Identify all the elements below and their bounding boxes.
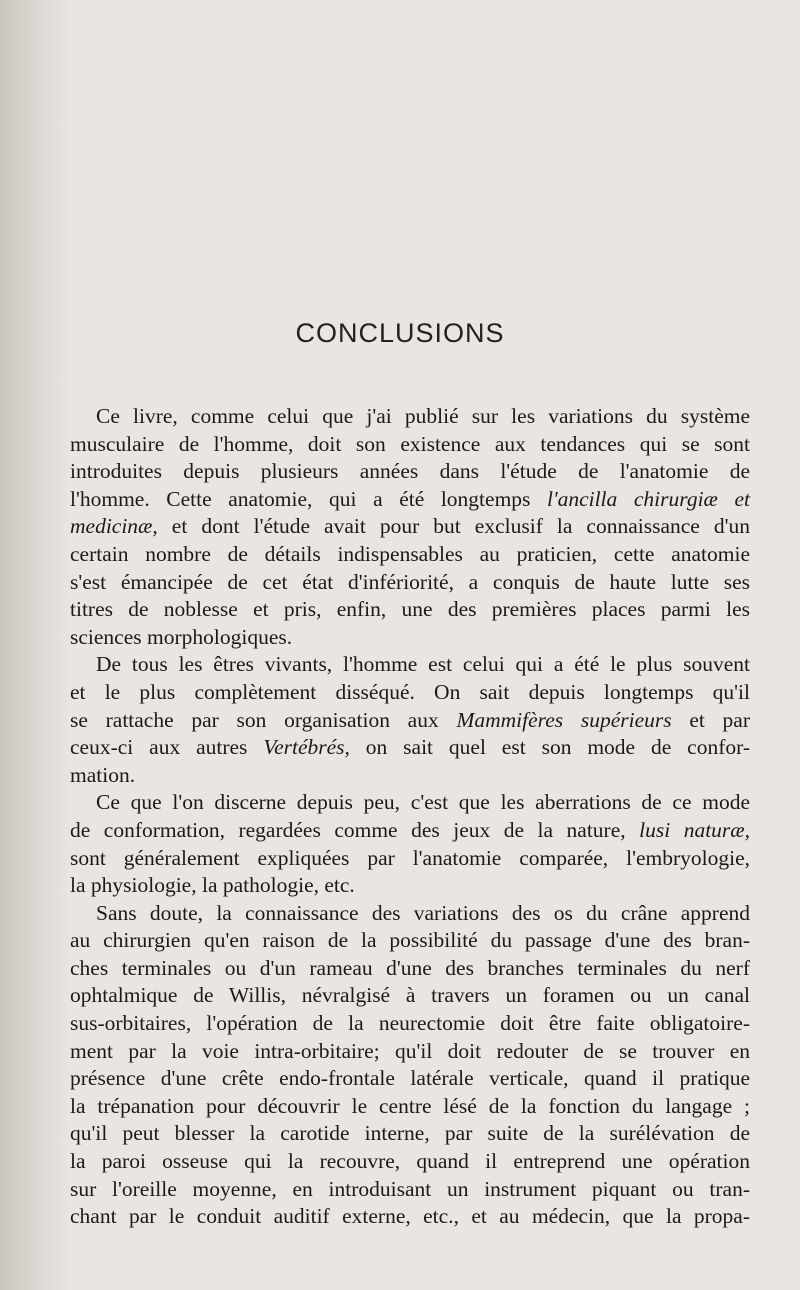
text-segment: chant par le conduit auditif externe, etc., et au médecin, que la propa- (70, 1204, 750, 1229)
chapter-heading: CONCLUSIONS (295, 318, 505, 348)
text-segment: De tous les êtres vivants, l'homme est celui qui a été le plus souvent (96, 652, 750, 677)
text-line (70, 541, 750, 569)
text-line (70, 679, 750, 707)
text-segment: certain nombre de détails indispensables au praticien, cette anatomie (70, 541, 750, 566)
text-segment: la paroi osseuse qui la recouvre, quand il entreprend une opération (70, 1149, 750, 1174)
text-line (70, 403, 750, 431)
italic-text: l'ancilla chirurgiæ et (547, 486, 750, 511)
text-line (70, 1176, 750, 1204)
text-segment: Ce que l'on discerne depuis peu, c'est que les aberrations de ce mode (96, 790, 750, 815)
text-line (70, 513, 750, 541)
text-segment: l'homme. Cette anatomie, qui a été longtemps (70, 486, 547, 511)
text-segment: qu'il peut blesser la carotide interne, par suite de la surélévation de (70, 1121, 750, 1146)
italic-text: Mammifères supérieurs (456, 707, 672, 732)
text-line (70, 1065, 750, 1093)
text-line (70, 707, 750, 735)
text-line (70, 431, 750, 459)
text-segment: sus-orbitaires, l'opération de la neurectomie doit être faite obligatoire- (70, 1011, 750, 1036)
text-line (70, 955, 750, 983)
text-line (70, 1203, 750, 1231)
text-segment: sciences morphologiques. (70, 624, 293, 649)
text-line (70, 569, 750, 597)
text-line (70, 1010, 750, 1038)
text-segment: et le plus complètement disséqué. On sait depuis longtemps qu'il (70, 679, 750, 704)
text-segment: la physiologie, la pathologie, etc. (70, 873, 355, 898)
text-line (70, 624, 750, 652)
text-segment: sur l'oreille moyenne, en introduisant un instrument piquant ou tran- (70, 1176, 750, 1201)
text-line (70, 927, 750, 955)
text-segment: et par (671, 707, 750, 732)
text-segment: ophtalmique de Willis, névralgisé à travers un foramen ou un canal (70, 983, 750, 1008)
text-segment: ches terminales ou d'un rameau d'une des branches terminales du nerf (70, 955, 750, 980)
text-segment: ment par la voie intra-orbitaire; qu'il doit redouter de se trouver en (70, 1038, 750, 1063)
text-line (70, 872, 750, 900)
text-segment: sont généralement expliquées par l'anatomie comparée, l'embryologie, (70, 845, 750, 870)
text-segment: la trépanation pour découvrir le centre lésé de la fonction du langage ; (70, 1093, 750, 1118)
text-segment: titres de noblesse et pris, enfin, une des premières places parmi les (70, 597, 750, 622)
italic-text: lusi naturæ, (639, 817, 751, 842)
text-segment: Sans doute, la connaissance des variations des os du crâne apprend (96, 900, 750, 925)
text-segment: présence d'une crête endo-frontale latérale verticale, quand il pratique (70, 1066, 750, 1091)
text-line (70, 486, 750, 514)
body-text (70, 403, 750, 1231)
text-line (70, 596, 750, 624)
text-segment: musculaire de l'homme, doit son existence aux tendances qui se sont (70, 431, 750, 456)
text-line (70, 817, 750, 845)
text-segment: et dont l'étude avait pour but exclusif la connaissance d'un (157, 514, 750, 539)
italic-text: Vertébrés, (263, 735, 350, 760)
text-line (70, 734, 750, 762)
text-segment: Ce livre, comme celui que j'ai publié sur les variations du système (96, 404, 750, 428)
text-segment: s'est émancipée de cet état d'infériorité, a conquis de haute lutte ses (70, 569, 750, 594)
text-line (70, 762, 750, 790)
text-line (70, 1148, 750, 1176)
text-line (70, 845, 750, 873)
italic-text: medicinæ, (70, 514, 158, 539)
text-line (70, 900, 750, 928)
text-line (70, 1093, 750, 1121)
text-segment: au chirurgien qu'en raison de la possibilité du passage d'une des bran- (70, 928, 750, 953)
text-line (70, 789, 750, 817)
text-segment: se rattache par son organisation aux (70, 707, 457, 732)
text-segment: ceux-ci aux autres (70, 735, 264, 760)
text-line (70, 982, 750, 1010)
text-line (70, 1038, 750, 1066)
text-line (70, 651, 750, 679)
text-segment: introduites depuis plusieurs années dans l'étude de l'anatomie de (70, 459, 750, 484)
text-segment: mation. (70, 762, 136, 787)
text-line (70, 458, 750, 486)
text-segment: on sait quel est son mode de confor- (349, 735, 751, 760)
page-edge-shadow (0, 0, 70, 1290)
text-line (70, 1120, 750, 1148)
text-segment: de conformation, regardées comme des jeux de la nature, (70, 817, 640, 842)
